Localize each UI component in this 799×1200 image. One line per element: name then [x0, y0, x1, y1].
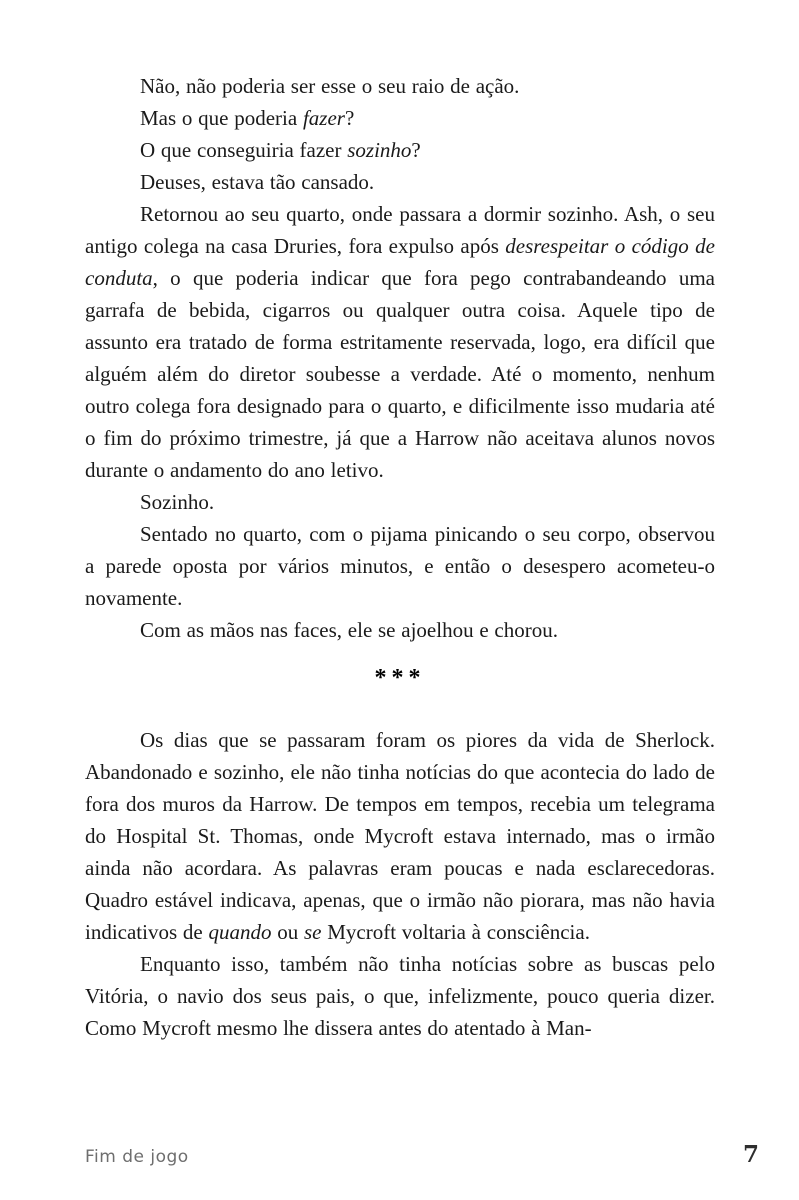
paragraph: Os dias que se passaram foram os piores da vida de Sherlock. Abandonado e sozinho, ele não tinha notícias do que acontecia do lado de fora dos muros da Harrow. De tempos em tempos, recebia um telegrama do Hospital St. Thomas, onde Mycroft estava internado, mas o irmão ainda não acordara. As palavras eram poucas e nada esclarecedoras. Quadro estável indicava, apenas, que o irmão não piorara, mas não havia indicativos de quando ou se Mycroft voltaria à consciência.: [85, 728, 715, 944]
paragraph: Deuses, estava tão cansado.: [140, 170, 375, 194]
paragraph: Não, não poderia ser esse o seu raio de ação.: [140, 74, 520, 98]
section-divider: ***: [374, 665, 426, 691]
page-number: 7: [742, 1141, 759, 1168]
paragraph: Mas o que poderia fazer?: [140, 106, 355, 130]
paragraph: Com as mãos nas faces, ele se ajoelhou e chorou.: [140, 618, 558, 642]
text-block: [85, 70, 715, 1044]
paragraph: O que conseguiria fazer sozinho?: [140, 138, 421, 162]
paragraph: Enquanto isso, também não tinha notícias sobre as buscas pelo Vitória, o navio dos seus pais, o que, infelizmente, pouco queria dizer. Como Mycroft mesmo lhe dissera antes do atentado à Man-: [85, 952, 715, 1040]
paragraph: Retornou ao seu quarto, onde passara a dormir sozinho. Ash, o seu antigo colega na casa Druries, fora expulso após desrespeitar o código de conduta, o que poderia indicar que fora pego contrabandeando uma garrafa de bebida, cigarros ou qualquer outra coisa. Aquele tipo de assunto era tratado de forma estritamente reservada, logo, era difícil que alguém além do diretor soubesse a verdade. Até o momento, nenhum outro colega fora designado para o quarto, e dificilmente isso mudaria até o fim do próximo trimestre, já que a Harrow não aceitava alunos novos durante o andamento do ano letivo.: [85, 202, 715, 482]
paragraph: Sentado no quarto, com o pijama pinicando o seu corpo, observou a parede oposta por vários minutos, e então o desespero acometeu-o novamente.: [85, 522, 715, 610]
running-title: Fim de jogo: [85, 1147, 189, 1167]
paragraph: Sozinho.: [140, 490, 215, 514]
page-footer: [85, 1141, 759, 1168]
